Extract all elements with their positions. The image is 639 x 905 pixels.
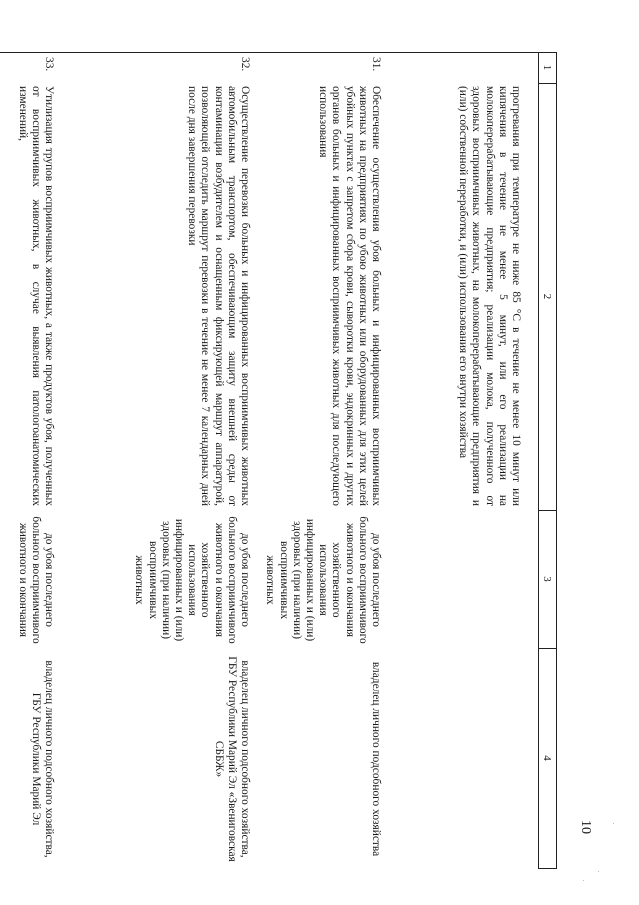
row-31-description: Обеспечение осуществления убоя больных и инфицированных восприимчивых животных на предприятиях по убою животных или оборудованных для этих целей убойных пунктах с запретом сбора крови, сыворотки крови, эндокринных и других органов больных и инфицированных восприимчивых животных для последующего использования <box>317 86 382 506</box>
row-32-responsible: владелец личного подсобного хозяйства, ГБУ Республики Марий Эл «Звениговская СББЖ» <box>212 656 251 862</box>
scan-speck <box>613 823 614 824</box>
column-divider-left <box>0 52 557 53</box>
table-top-border <box>556 52 557 868</box>
column-divider-right <box>538 868 557 869</box>
header-bottom-border <box>538 52 539 868</box>
row-31-number: 31. <box>370 57 382 72</box>
row-33-responsible: владелец личного подсобного хозяйства, ГБУ Республики Марий Эл <box>29 660 55 858</box>
row-33-description: Утилизация трупов восприимчивых животных, а также продуктов убоя, полученных от восприимчивых животных, в случае выявления патологоанатомических изменений, <box>16 86 55 506</box>
row-31-term: до убоя последнего больного восприимчивого животного и окончания хозяйственного использования инфицированных и (или) здоровых (при наличии) восприимчивых животных <box>264 516 382 644</box>
header-col-2: 2 <box>541 293 553 300</box>
row-33-term: до убоя последнего больного восприимчивого животного и окончания <box>16 516 55 644</box>
row-32-number: 32. <box>239 57 251 72</box>
row-31-responsible: владелец личного подсобного хозяйства <box>370 661 382 857</box>
header-col-3: 3 <box>541 576 553 582</box>
scan-speck <box>598 871 599 872</box>
scan-speck <box>583 880 584 881</box>
row-32-description: Осуществление перевозки больных и инфицированных восприимчивых животных автомобильным транспортом, обеспечивающим защиту внешней среды от контаминации возбудителем и оснащенным фиксирующей маршрут аппаратурой, позволяющей отследить маршрут перевозки в течение не менее 7 календарных дней после дня завершения перевозки <box>186 86 251 506</box>
row-continuation-description: прогревания при температуре не ниже 85 °С в течение не менее 10 минут или кипячения в течение не менее 5 минут, или его реализации на молокоперерабатывающие предприятия; реализации молока, полученного от здоровых восприимчивых животных, на молокоперерабатывающие предприятия и (или) собственной переработки, и (или) использования его внутри хозяйства <box>457 86 522 506</box>
header-col-1: 1 <box>541 64 553 71</box>
page-number: 10 <box>578 820 593 834</box>
header-col-4: 4 <box>541 755 553 761</box>
row-33-number: 33. <box>43 57 55 72</box>
row-32-term: до убоя последнего больного восприимчивого животного и окончания хозяйственного использования инфицированных и (или) здоровых (при наличии) восприимчивых животных <box>133 516 251 644</box>
